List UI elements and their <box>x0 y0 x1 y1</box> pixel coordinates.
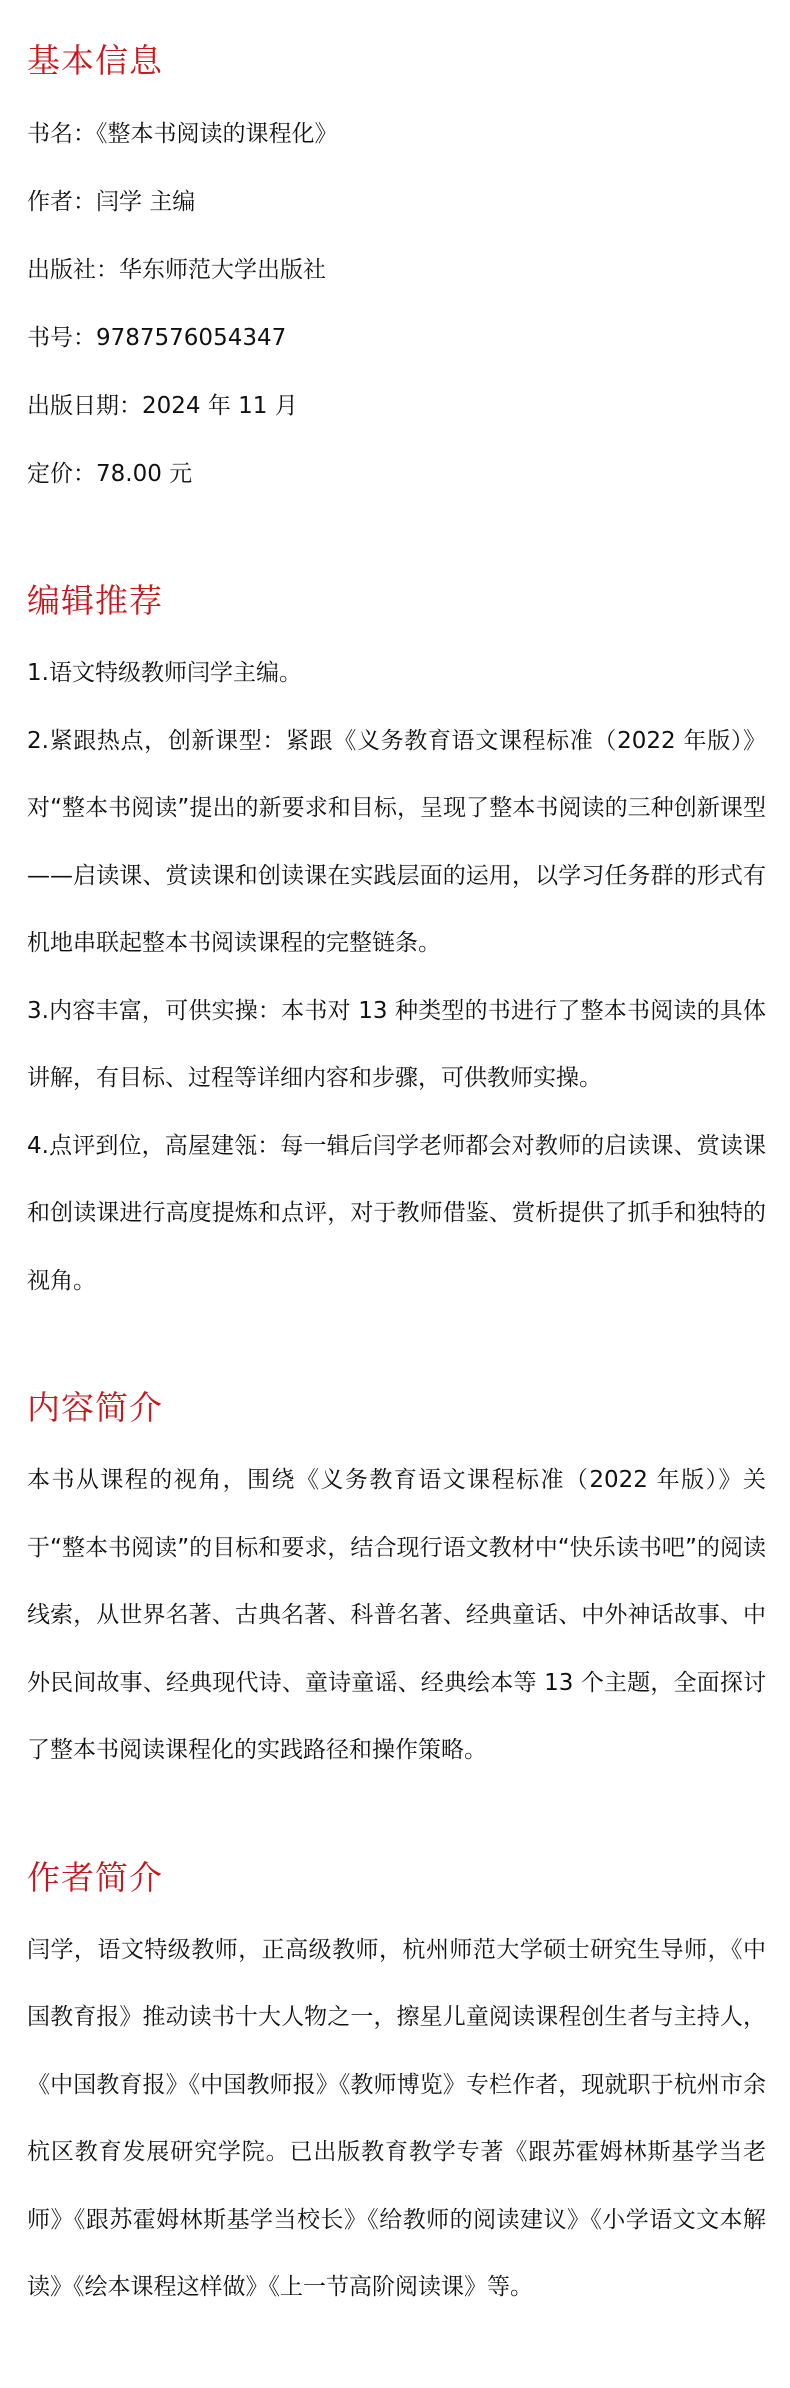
recommendation-item: 2.紧跟热点，创新课型：紧跟《义务教育语文课程标准（2022 年版）》对“整本书阅读”提出的新要求和目标，呈现了整本书阅读的三种创新课型——启读课、赏读课和创读课在实践层面的运用，以学习任务群的形式有机地串联起整本书阅读课程的完整链条。 <box>27 727 766 956</box>
content-summary-section <box>27 1369 766 1785</box>
author-intro-text: 闫学，语文特级教师，正高级教师，杭州师范大学硕士研究生导师，《中国教育报》推动读书十大人物之一，擦星儿童阅读课程创生者与主持人，《中国教育报》《中国教师报》《教师博览》专栏作者，现就职于杭州市余杭区教育发展研究学院。已出版教育教学专著《跟苏霍姆林斯基学当老师》《跟苏霍姆林斯基学当校长》《给教师的阅读建议》《小学语文文本解读》《绘本课程这样做》《上一节高阶阅读课》等。 <box>27 1936 766 2300</box>
recommendation-item: 3.内容丰富，可供实操：本书对 13 种类型的书进行了整本书阅读的具体讲解，有目标、过程等详细内容和步骤，可供教师实操。 <box>27 997 766 1091</box>
info-publish-date: 出版日期：2024 年 11 月 <box>27 393 298 419</box>
spacer <box>27 1315 766 1369</box>
info-isbn: 书号：9787576054347 <box>27 325 287 351</box>
author-intro-section <box>27 1839 766 2322</box>
spacer <box>27 508 766 562</box>
section-title-editor-recommendation: 编辑推荐 <box>27 581 163 620</box>
info-price: 定价：78.00 元 <box>27 461 193 487</box>
section-title-author-intro: 作者简介 <box>27 1857 163 1897</box>
info-author: 作者：闫学 主编 <box>27 189 196 215</box>
section-title-basic-info: 基本信息 <box>27 41 163 80</box>
info-book-title: 书名：《整本书阅读的课程化》 <box>27 121 338 147</box>
content-summary-text: 本书从课程的视角，围绕《义务教育语文课程标准（2022 年版）》关于“整本书阅读”的目标和要求，结合现行语文教材中“快乐读书吧”的阅读线索，从世界名著、古典名著、科普名著、经典童话、中外神话故事、中外民间故事、经典现代诗、童诗童谣、经典绘本等 13 个主题，全面探讨了整本书阅读课程化的实践路径和操作策略。 <box>27 1467 766 1763</box>
recommendation-item: 4.点评到位，高屋建瓴：每一辑后闫学老师都会对教师的启读课、赏读课和创读课进行高度提炼和点评，对于教师借鉴、赏析提供了抓手和独特的视角。 <box>27 1132 766 1294</box>
info-publisher: 出版社：华东师范大学出版社 <box>27 257 326 283</box>
editor-recommendation-section <box>27 562 766 1315</box>
section-title-content-summary: 内容简介 <box>27 1388 163 1427</box>
spacer <box>27 1785 766 1839</box>
basic-info-section <box>27 22 766 508</box>
recommendation-item: 1.语文特级教师闫学主编。 <box>27 660 302 686</box>
